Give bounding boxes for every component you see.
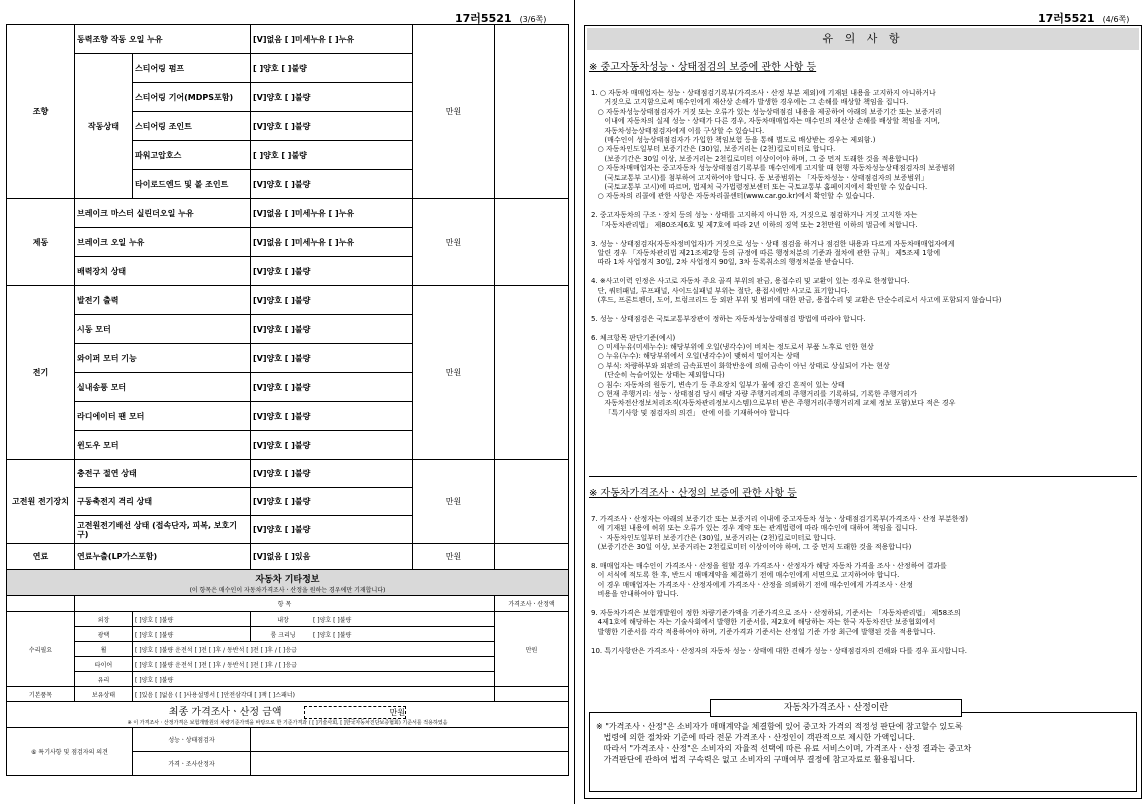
item-label: 배력장치 상태 bbox=[75, 257, 251, 286]
repair-pair bbox=[251, 612, 495, 627]
section-price-warranty: ※ 자동차가격조사ㆍ산정의 보증에 관한 사항 등 bbox=[589, 488, 797, 499]
other-info-title: 자동차 기타정보 bbox=[255, 574, 320, 585]
opinion-label: ⑥ 특기사항 및 점검자의 의견 bbox=[7, 728, 133, 776]
check-options: [V]양호 [ ]불량 bbox=[251, 460, 413, 488]
final-price-box[interactable]: 만원 bbox=[304, 706, 406, 719]
repair-pair bbox=[251, 627, 495, 642]
basic-item: 보유상태 bbox=[75, 687, 133, 702]
doc-number: 17러5521 bbox=[1038, 12, 1095, 25]
item-label: 와이퍼 모터 기능 bbox=[75, 344, 251, 373]
group-label: 전기 bbox=[7, 286, 75, 460]
notice-title: 유 의 사 항 bbox=[587, 28, 1139, 50]
table-row bbox=[7, 286, 569, 315]
check-options: [V]양호 [ ]불량 bbox=[251, 344, 413, 373]
group-label: 고전원 전기장치 bbox=[7, 460, 75, 544]
group-label: 조향 bbox=[7, 25, 75, 199]
opinion-inspector-value bbox=[251, 728, 569, 752]
price-unit: 만원 bbox=[413, 199, 495, 286]
repair-item: 룸 크리닝 bbox=[270, 631, 296, 639]
item-label: 실내송풍 모터 bbox=[75, 373, 251, 402]
price-definition-text: ※ "가격조사ㆍ산정"은 소비자가 매매계약을 체결함에 있어 중고차 가격의 적정성 판단에 참고할수 있도록 법령에 의한 절차와 기준에 따라 전문 가격조사ㆍ산정인이 객관적으로 제시한 가액입니다. 따라서 "가격조사ㆍ산정"은 소비자의 자율적 선택에 따른 유료 서비스이며, 가격조사ㆍ산정 결과는 중고차 가격판단에 관하여 법적 구속력은 없고 소비자의 구매여부 결정에 참고자료로 활용됩니다. bbox=[596, 722, 972, 764]
item-label: 시동 모터 bbox=[75, 315, 251, 344]
basic-label: 기본품목 bbox=[7, 687, 75, 702]
opinion-appraiser: 가격ㆍ조사산정자 bbox=[133, 752, 251, 776]
page-header bbox=[1038, 10, 1129, 26]
inspection-page-3 bbox=[0, 0, 572, 804]
repair-options: [ ]양호 [ ]불량 운전석 [ ]전 [ ]후 / 동반석 [ ]전 [ ]후 / [ ]응급 bbox=[133, 657, 495, 672]
item-header: 항 목 bbox=[75, 596, 495, 612]
group-label: 제동 bbox=[7, 199, 75, 286]
repair-price: 만원 bbox=[495, 612, 569, 687]
inspection-table bbox=[6, 24, 569, 776]
price-cell bbox=[495, 286, 569, 460]
check-options: [V]양호 [ ]불량 bbox=[251, 373, 413, 402]
item-label: 스티어링 기어(MDPS포함) bbox=[133, 83, 251, 112]
price-cell bbox=[495, 544, 569, 570]
check-options: [V]양호 [ ]불량 bbox=[251, 257, 413, 286]
group-label: 연료 bbox=[7, 544, 75, 570]
sub-label: 작동상태 bbox=[75, 54, 133, 199]
item-label: 스티어링 조인트 bbox=[133, 112, 251, 141]
section-performance-text: 1. ○ 자동차 매매업자는 성능ㆍ상태점검기록부(가격조사ㆍ산정 부분 제외)에 기재된 내용을 고지하지 아니하거나 거짓으로 고지함으로써 매수인에게 재산상 손해가 발생한 경우에는 그 손해를 배상할 책임을 집니다. ○ 자동차성능상태점검자가 거짓 또는 오류가 있는 성능상태점검 내용을 제공하여 아래의 보증기간 또는 보증거리 이내에 자동차의 실제 성능ㆍ상태가 다른 경우, 자동차매매업자는 매수인의 재산상 손해를 배상할 책임을 지며, 자동차성능상태점검자에게 이를 구상할 수 있습니다. (매수인이 성능상태점검자가 가입한 책임보험 등을 통해 별도로 배상받는 경우는 제외함.) ○ 자동차인도일부터 보증기간은 (30)일, 보증거리는 (2천)킬로미터로 합니다. (보증기간은 30일 이상, 보증거리는 2천킬로미터 이상이어야 하며, 그 중 먼저 도래한 것을 적용합니다) ○ 자동차매매업자는 중고자동차 성능상태점검기록부를 매수인에게 고지할 때 현행 자동차성능상태점검자의 보증범위 (국토교통부 고시)를 첨부하여 고지하여야 합니다. 동 보증범위는 「자동차성능ㆍ상태점검자의 보증범위」 (국토교통부 고시)에 따르며, 법제처 국가법령정보센터 또는 국토교통부 홈페이지에서 확인할 수 있습니다. ○ 자동차의 리콜에 관한 사항은 자동차리콜센터(www.car.go.kr)에서 확인할 수 있습니다. 2. 중고자동차의 구조ㆍ장치 등의 성능ㆍ상태를 고지하지 아니한 자, 거짓으로 점검하거나 거짓 고지한 자는 「자동차관리법」 제80조제6호 및 제7호에 따라 2년 이하의 징역 또는 2천만원 이하의 벌금에 처합니다. 3. 성능ㆍ상태점검자(자동차정비업자)가 거짓으로 성능ㆍ상태 점검을 하거나 점검한 내용과 다르게 자동차매매업자에게 알린 경우 「자동차관리법 제21조제2항 등의 규정에 따른 행정처분의 기준과 절차에 관한 규칙」 제5조제 1항에 따라 1차 사업정지 30일, 2차 사업정지 90일, 3차 등록취소의 행정처분을 받습니다. 4. ※사고이력 인정은 사고로 자동차 주요 골격 부위의 판금, 용접수리 및 교환이 있는 경우로 한정합니다. 단, 쿼터패널, 루프패널, 사이드실패널 부위는 절단, 용접시에만 사고로 표기합니다. (후드, 프론트펜더, 도어, 트렁크리드 등 외판 부위 및 범퍼에 대한 판금, 용접수리 및 교환은 단순수리로서 사고에 포함되지 않습니다) 5. 성능ㆍ상태점검은 국토교통부장관이 정하는 자동차성능상태점검 방법에 따라야 합니다. 6. 체크항목 판단기준(예시) ○ 미세누유(미세누수): 해당부위에 오일(냉각수)이 비치는 정도로서 부품 노후로 인한 현상 ○ 누유(누수): 해당부위에서 오일(냉각수)이 맺혀서 떨어지는 상태 ○ 부식: 차량하부와 외판의 금속표면이 화학반응에 의해 금속이 아닌 상태로 상실되어 가는 현상 (단순히 녹슬어있는 상태는 제외합니다) ○ 침수: 자동차의 원동기, 변속기 등 주요장치 일부가 물에 잠긴 흔적이 있는 상태 ○ 현재 주행거리: 성능ㆍ상태점검 당시 해당 자량 주행거리계의 주행거리를 기록하되, 기록한 주행거리가 자동차전산정보처리조직(자동차관리정보시스템)으로부터 받은 주행거리(주행거리계 교체 정보 포함)보다 적은 경우 「특기사항 및 점검자의 의견」 란에 이를 기재하여야 합니다 bbox=[591, 89, 1002, 417]
section-performance-warranty: ※ 중고자동차성능ㆍ상태점검의 보증에 관한 사항 등 bbox=[589, 62, 817, 73]
price-cell bbox=[495, 25, 569, 199]
table-row bbox=[7, 544, 569, 570]
price-cell bbox=[495, 199, 569, 286]
final-price-note: ※ 이 가격조사ㆍ산정가격은 보험개발원의 차량기준가액을 바탕으로 한 기준가격과 ( [ ]기술사회, [ ]한국자동차진단보증협회) 기준서를 적용하였음 bbox=[127, 720, 448, 726]
item-label: 브레이크 마스터 실린더오일 누유 bbox=[75, 199, 251, 228]
check-options: [V]양호 [ ]불량 bbox=[251, 83, 413, 112]
price-unit: 만원 bbox=[413, 460, 495, 544]
price-cell bbox=[495, 460, 569, 544]
check-options: [ ]양호 [ ]불량 bbox=[251, 54, 413, 83]
page-divider bbox=[574, 0, 575, 804]
section-divider bbox=[589, 476, 1137, 477]
check-options: [V]양호 [ ]불량 bbox=[251, 431, 413, 460]
repair-item: 광택 bbox=[75, 627, 133, 642]
price-header: 가격조사ㆍ산정액 bbox=[495, 596, 569, 612]
item-label: 고전원전기배선 상태 (접속단자, 피복, 보호기구) bbox=[75, 516, 251, 544]
page-number: (3/6쪽) bbox=[519, 15, 547, 24]
item-label: 발전기 출력 bbox=[75, 286, 251, 315]
notice-box bbox=[584, 25, 1142, 799]
item-label: 구동축전지 격리 상태 bbox=[75, 488, 251, 516]
item-label: 라디에이터 팬 모터 bbox=[75, 402, 251, 431]
repair-options: [ ]양호 [ ]불량 bbox=[313, 631, 352, 639]
check-options: [V]양호 [ ]불량 bbox=[251, 112, 413, 141]
price-unit: 만원 bbox=[413, 286, 495, 460]
repair-label: 수리필요 bbox=[7, 612, 75, 687]
check-options: [V]양호 [ ]불량 bbox=[251, 488, 413, 516]
final-price-row bbox=[7, 702, 569, 728]
doc-number: 17러5521 bbox=[455, 12, 512, 25]
check-options: [V]없음 [ ]미세누유 [ ]누유 bbox=[251, 199, 413, 228]
other-info-subtitle: (이 항목은 매수인이 자동차가격조사ㆍ산정을 원하는 경우에만 기재합니다) bbox=[189, 586, 386, 594]
item-label: 연료누출(LP가스포함) bbox=[75, 544, 251, 570]
price-definition-box bbox=[589, 703, 1137, 792]
table-row bbox=[7, 199, 569, 228]
check-options: [V]양호 [ ]불량 bbox=[251, 286, 413, 315]
check-options: [V]없음 [ ]미세누유 [ ]누유 bbox=[251, 228, 413, 257]
price-unit: 만원 bbox=[413, 544, 495, 570]
price-unit: 만원 bbox=[413, 25, 495, 199]
repair-item: 유리 bbox=[75, 672, 133, 687]
table-row bbox=[7, 460, 569, 488]
check-options: [V]없음 [ ]미세누유 [ ]누유 bbox=[251, 25, 413, 54]
repair-item: 타이어 bbox=[75, 657, 133, 672]
final-price-label: 최종 가격조사ㆍ산정 금액 bbox=[168, 707, 282, 718]
repair-options: [ ]양호 [ ]불량 bbox=[133, 612, 251, 627]
check-options: [V]없음 [ ]있음 bbox=[251, 544, 413, 570]
check-options: [V]양호 [ ]불량 bbox=[251, 402, 413, 431]
blank-cell bbox=[7, 596, 75, 612]
repair-item: 내장 bbox=[277, 616, 289, 624]
repair-item: 휠 bbox=[75, 642, 133, 657]
price-definition-title: 자동차가격조사ㆍ산정이란 bbox=[710, 699, 962, 717]
item-label: 동력조향 작동 오일 누유 bbox=[75, 25, 251, 54]
basic-price bbox=[495, 687, 569, 702]
repair-options: [ ]양호 [ ]불량 bbox=[313, 616, 352, 624]
table-row bbox=[7, 25, 569, 54]
page-number: (4/6쪽) bbox=[1102, 15, 1130, 24]
check-options: [ ]양호 [ ]불량 bbox=[251, 141, 413, 170]
repair-options: [ ]양호 [ ]불량 운전석 [ ]전 [ ]후 / 동반석 [ ]전 [ ]후 / [ ]응급 bbox=[133, 642, 495, 657]
item-label: 충전구 절연 상태 bbox=[75, 460, 251, 488]
repair-options: [ ]양호 [ ]불량 bbox=[133, 627, 251, 642]
item-label: 스티어링 펌프 bbox=[133, 54, 251, 83]
check-options: [V]양호 [ ]불량 bbox=[251, 315, 413, 344]
opinion-appraiser-value bbox=[251, 752, 569, 776]
repair-item: 외장 bbox=[75, 612, 133, 627]
item-label: 브레이크 오일 누유 bbox=[75, 228, 251, 257]
check-options: [V]양호 [ ]불량 bbox=[251, 516, 413, 544]
check-options: [V]양호 [ ]불량 bbox=[251, 170, 413, 199]
other-info-header bbox=[7, 570, 569, 596]
basic-options: [ ]있음 [ ]없음 ( [ ]사용설명서 [ ]안전삼각대 [ ]잭 [ ]스패너) bbox=[133, 687, 495, 702]
notice-page-4 bbox=[578, 0, 1146, 804]
repair-options: [ ]양호 [ ]불량 bbox=[133, 672, 495, 687]
section-price-text: 7. 가격조사ㆍ산정자는 아래의 보증기간 또는 보증거리 이내에 중고자동차 성능ㆍ상태점검기록부(가격조사ㆍ산정 부분한정) 에 기재된 내용에 허위 또는 오류가 있는 경우 계약 또는 관계법령에 따라 매수인에 대하여 책임을 집니다. ㆍ 자동차인도일부터 보증기간은 (30)일, 보증거리는 (2천)킬로미터로 합니다. (보증기간은 30일 이상, 보증거리는 2천킬로미터 이상이어야 하며, 그 중 먼저 도래한 것을 적용합니다) 8. 매매업자는 매수인이 가격조사ㆍ산정을 원할 경우 가격조사ㆍ산정자가 해당 자동차 가격을 조사ㆍ산정하여 결과를 이 서식에 적도록 한 후, 반드시 매매계약을 체결하기 전에 매수인에게 서면으로 고지하여야 합니다. 이 경우 매매업자는 가격조사ㆍ산정자에게 가격조사ㆍ산정을 의뢰하기 전에 매수인에게 가격조사ㆍ산정 비용을 안내하여야 합니다. 9. 자동차가격은 보험개발원이 정한 차량기준가액을 기준가격으로 조사ㆍ산정하되, 기준서는 「자동차관리법」 제58조의 4제1호에 해당하는 자는 기술사회에서 발행한 기준서를, 제2호에 해당하는 자는 한국 자동차진단 보증협회에서 발행한 기준서를 각각 적용하여야 하며, 기준가격과 기준서는 산정일 기준 가장 최근에 발행된 것을 적용합니다. 10. 특기사항란은 가격조사ㆍ산정자의 자동차 성능ㆍ상태에 대한 견해가 성능ㆍ상태점검자의 견해와 다를 경우 표시합니다. bbox=[591, 515, 969, 655]
item-label: 파워고압호스 bbox=[133, 141, 251, 170]
item-label: 타이로드엔드 및 볼 조인트 bbox=[133, 170, 251, 199]
item-label: 윈도우 모터 bbox=[75, 431, 251, 460]
opinion-inspector: 성능ㆍ상태점검자 bbox=[133, 728, 251, 752]
